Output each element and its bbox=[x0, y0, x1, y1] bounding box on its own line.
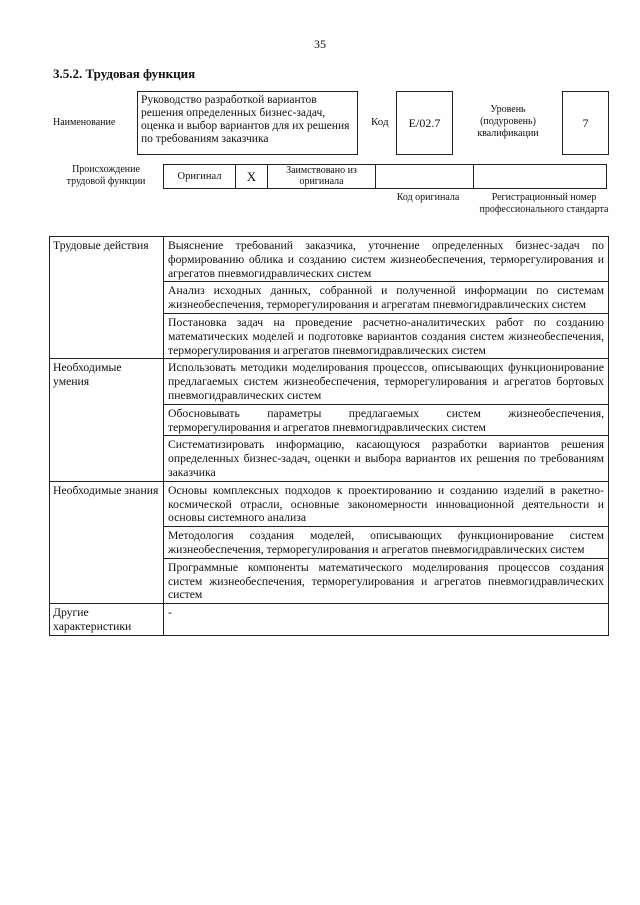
labor-function-table bbox=[49, 236, 609, 636]
action-item: Постановка задач на проведение расчетно-аналитических работ по созданию математических моделей и подготовке вариантов создания систем жизнеобеспечения, терморегулирования и агрегатов пневмогидравлических систем bbox=[164, 313, 609, 358]
original-cell bbox=[164, 165, 236, 188]
table-row bbox=[50, 604, 609, 636]
knowledge-item: Программные компоненты математического моделирования процессов создания систем жизнеобеспечения, терморегулирования и агрегатов пневмогидравлических систем bbox=[164, 558, 609, 603]
level-box bbox=[562, 91, 609, 155]
borrowed-label: Заимствовано из оригинала bbox=[286, 165, 357, 187]
code-original-label: Код оригинала bbox=[396, 192, 460, 203]
original-mark: X bbox=[246, 168, 257, 184]
reg-number-label: Регистрационный номер профессионального стандарта bbox=[479, 192, 609, 215]
original-mark-cell bbox=[236, 165, 268, 188]
code-value: E/02.7 bbox=[408, 115, 441, 130]
origin-row bbox=[163, 164, 607, 189]
original-label: Оригинал bbox=[177, 171, 222, 182]
origin-label: Происхождение трудовой функции bbox=[66, 164, 146, 187]
code-original-cell bbox=[376, 165, 474, 188]
knowledge-item: Методология создания моделей, описывающих функционирование систем жизнеобеспечения, терморегулирования и агрегатов пневмогидравлических систем bbox=[164, 527, 609, 559]
row-label-other: Другие характеристики bbox=[50, 604, 164, 636]
table-row bbox=[50, 359, 609, 404]
skill-item: Обосновывать параметры предлагаемых систем жизнеобеспечения, терморегулирования и агрегатов пневмогидравлических систем bbox=[164, 404, 609, 436]
skill-item: Систематизировать информацию, касающуюся разработки вариантов решения определенных бизнес-задач, оценки и выбора вариантов их решения по требованиям заказчика bbox=[164, 436, 609, 481]
row-label-knowledge: Необходимые знания bbox=[50, 481, 164, 603]
function-name-value: Руководство разработкой вариантов решения определенных бизнес-задач, оценка и выбор вариантов для их решения по требованиям заказчика bbox=[141, 94, 350, 145]
table-row bbox=[50, 237, 609, 282]
table-row bbox=[50, 481, 609, 526]
page-number: 35 bbox=[314, 37, 326, 51]
skill-item: Использовать методики моделирования процессов, описывающих функционирование предлагаемых систем жизнеобеспечения, терморегулирования и агрегатов бортовых пневмогидравлических систем bbox=[164, 359, 609, 404]
row-label-skills: Необходимые умения bbox=[50, 359, 164, 481]
level-value: 7 bbox=[582, 115, 589, 130]
other-item: - bbox=[164, 604, 609, 636]
code-label: Код bbox=[371, 116, 389, 128]
level-label: Уровень (подуровень) квалификации bbox=[477, 104, 539, 139]
section-title: 3.5.2. Трудовая функция bbox=[53, 66, 196, 81]
borrowed-cell bbox=[268, 165, 376, 188]
row-label-actions: Трудовые действия bbox=[50, 237, 164, 359]
function-name-box bbox=[137, 91, 358, 155]
reg-number-cell bbox=[474, 165, 606, 188]
code-box bbox=[396, 91, 453, 155]
name-label: Наименование bbox=[53, 117, 116, 128]
action-item: Анализ исходных данных, собранной и полученной информации по системам жизнеобеспечения, терморегулирования и агрегатам пневмогидравлических систем bbox=[164, 282, 609, 314]
action-item: Выяснение требований заказчика, уточнение определенных бизнес-задач по формированию облика и созданию систем жизнеобеспечения, терморегулирования и агрегатов пневмогидравлических систем bbox=[164, 237, 609, 282]
knowledge-item: Основы комплексных подходов к проектированию и созданию изделий в ракетно-космической отрасли, основные закономерности инновационной деятельности и основы системного анализа bbox=[164, 481, 609, 526]
